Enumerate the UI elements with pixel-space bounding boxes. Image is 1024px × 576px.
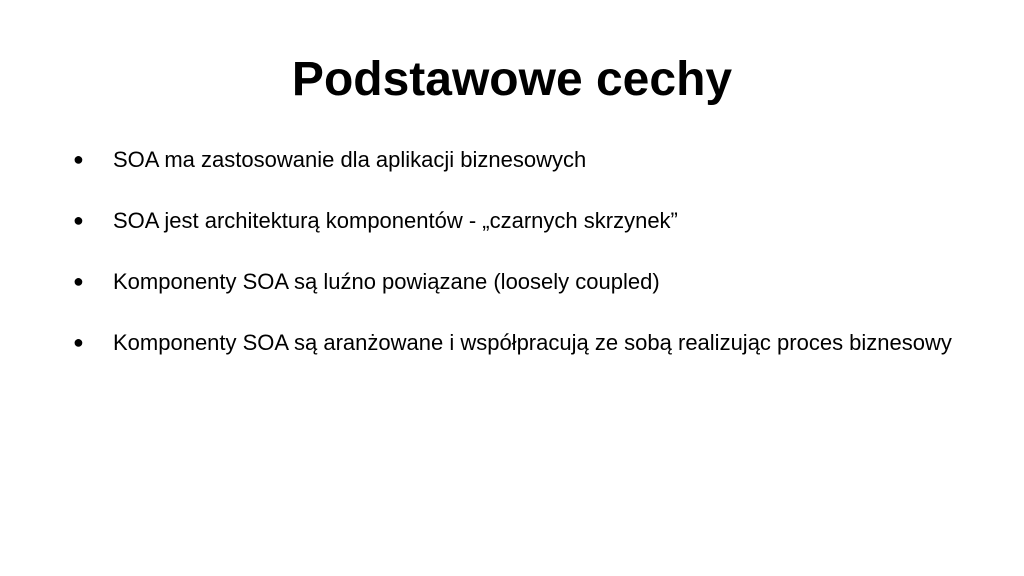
bullet-dot-icon: ●	[73, 149, 84, 169]
bullet-item	[73, 144, 953, 175]
bullet-text: Komponenty SOA są luźno powiązane (loosely coupled)	[113, 269, 660, 294]
bullet-dot-icon: ●	[73, 271, 84, 291]
bullet-item	[73, 327, 953, 358]
bullet-list	[73, 144, 953, 388]
bullet-item	[73, 205, 953, 236]
slide-title: Podstawowe cechy	[291, 53, 733, 106]
bullet-text: SOA ma zastosowanie dla aplikacji biznesowych	[113, 147, 587, 172]
bullet-text: Komponenty SOA są aranżowane i współpracują ze sobą realizując proces biznesowy	[113, 330, 952, 355]
bullet-text: SOA jest architekturą komponentów - „czarnych skrzynek”	[113, 208, 678, 233]
bullet-item	[73, 266, 953, 297]
bullet-dot-icon: ●	[73, 210, 84, 230]
bullet-dot-icon: ●	[73, 332, 84, 352]
